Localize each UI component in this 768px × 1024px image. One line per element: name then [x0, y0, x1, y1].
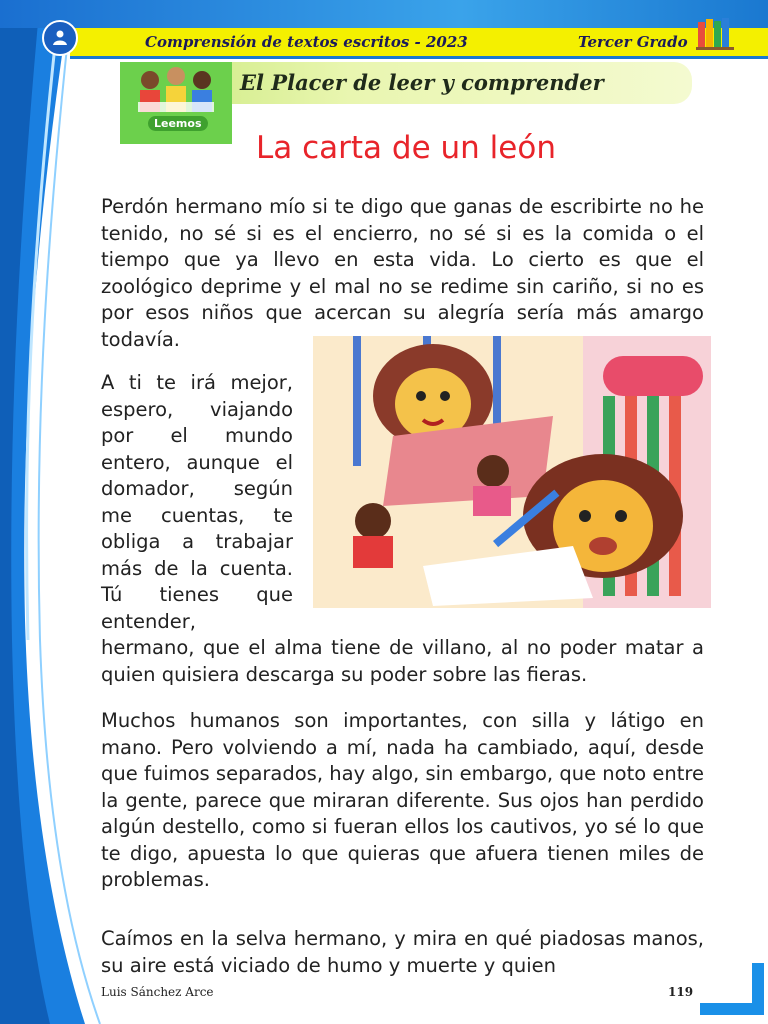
- paragraph-1: Perdón hermano mío si te digo que ganas de escribirte no he tenido, no sé si es el encierro, no sé si es la comida o el tiempo que ya llevo en esta vida. Lo cierto es que el zoológico deprime y el mal no se redime sin cariño, si no es por esos niños que acercan su alegría sería más amargo todavía.: [101, 195, 704, 351]
- paragraph-3: Muchos humanos son importantes, con silla y látigo en mano. Pero volviendo a mí, nada ha cambiado, aquí, desde que fuimos separados, hay algo, sin embargo, que noto entre la gente, parece que miraran diferente. Sus ojos han perdido algún destello, como si fueran ellos los cautivos, yo sé lo que te digo, apuesta lo que quieras que afuera tienen miles de problemas.: [101, 709, 704, 891]
- paragraph-2-start: A ti te irá mejor, espero, viajando por el mundo entero, aunque el domador, según me cuentas, te obliga a trabajar más de la cuenta. Tú tienes que entender,: [101, 371, 293, 633]
- leemos-badge: [120, 62, 232, 144]
- lion-letter-illustration: [313, 336, 711, 608]
- paragraph-4: Caímos en la selva hermano, y mira en qué piadosas manos, su aire está viciado de humo y muerte y quien: [101, 927, 704, 977]
- paragraph-2-end: hermano, que el alma tiene de villano, al no poder matar a quien quisiera descarga su poder sobre las fieras.: [101, 636, 704, 686]
- section-title: El Placer de leer y comprender: [240, 70, 604, 95]
- leemos-label: Leemos: [148, 116, 208, 131]
- page-number: 119: [668, 985, 694, 999]
- header-grade: Tercer Grado: [578, 33, 688, 51]
- header-title: Comprensión de textos escritos - 2023: [145, 33, 468, 51]
- school-logo-icon: [42, 20, 78, 56]
- kids-reading-icon: [120, 62, 232, 144]
- story-title: La carta de un león: [256, 130, 556, 166]
- header-top-strip: [0, 0, 768, 28]
- books-icon: [694, 16, 738, 52]
- corner-decoration-bottom: [700, 1003, 764, 1015]
- footer-author: Luis Sánchez Arce: [101, 985, 214, 999]
